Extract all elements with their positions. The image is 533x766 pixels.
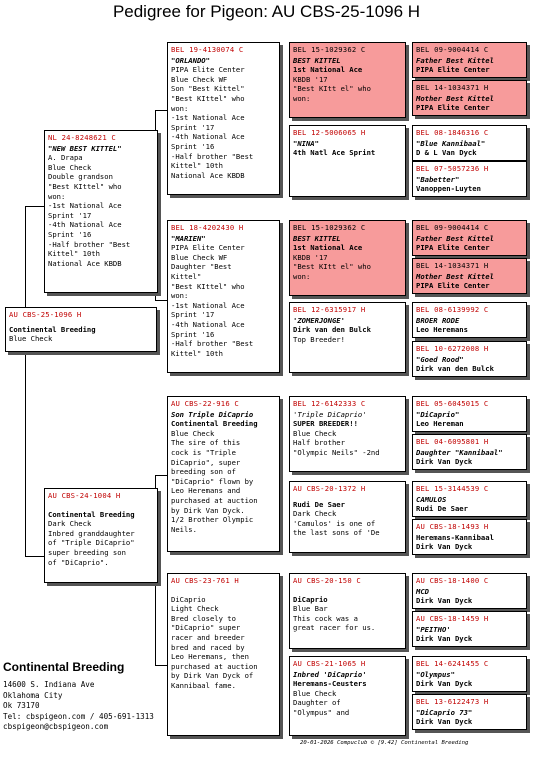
pigeon-card-gen4[interactable] (412, 694, 527, 730)
pigeon-card-gen4[interactable] (412, 341, 527, 377)
pigeon-card-dsd[interactable] (289, 481, 406, 553)
pigeon-name: "Babetter" (416, 174, 460, 184)
owner: Rudi De Saer (416, 504, 468, 514)
description: PIPA Elite Center Blue Check WF Son "Best Kittel" "Best KIttel" who won: -1st National Ace Sprint '17 -4th National Ace Sprint '16 -Half brother "Best Kittel" 10th National Ace KBDB (171, 65, 254, 180)
ring-number: BEL 15-1029362 C (293, 45, 366, 54)
pigeon-name: "NINA" (293, 138, 319, 148)
connector (25, 556, 45, 557)
pigeon-name: "PEITHO' (416, 624, 451, 634)
ring-number: BEL 18-4202430 H (171, 223, 244, 232)
ring-number: BEL 14-1034371 H (416, 261, 489, 270)
owner: DiCaprio (293, 594, 328, 604)
description: Top Breeder! (293, 334, 345, 344)
breeder-name: Continental Breeding (3, 660, 125, 674)
description: KBDB '17 "Best KItt el" who won: (293, 252, 371, 281)
pigeon-card-sdd[interactable] (289, 302, 406, 373)
pigeon-card-gen4[interactable] (412, 656, 527, 692)
breeder-city: Oklahoma City (3, 690, 63, 700)
ring-number: AU CBS-18-1459 H (416, 614, 489, 623)
pigeon-card-gen4[interactable] (412, 161, 527, 197)
owner: Leo Heremans (416, 325, 468, 335)
pigeon-card-ssd[interactable] (289, 125, 406, 197)
owner: Continental Breeding (48, 509, 135, 519)
pigeon-name: BEST KITTEL (293, 233, 341, 243)
pigeon-name: Father Best Kittel (416, 233, 494, 243)
ring-number: AU CBS-20-150 C (293, 576, 361, 585)
connector (155, 300, 167, 301)
pigeon-card-gen4[interactable] (412, 220, 527, 256)
ring-number: AU CBS-23-761 H (171, 576, 239, 585)
pigeon-name: "MARIEN" (171, 233, 206, 243)
owner: Dirk Van Dyck (416, 542, 473, 552)
pigeon-card-sire[interactable] (44, 130, 158, 293)
description: PIPA Elite Center Blue Check WF Daughter "Best Kittel" "Best KIttel" who won: -1st National Ace Sprint '17 -4th National Ace Sprint '16 -Half brother "Best Kittel" 10th (171, 243, 254, 358)
owner: Leo Hereman (416, 419, 464, 429)
pigeon-card-dds[interactable] (289, 573, 406, 649)
description: Blue Check (9, 334, 53, 344)
pigeon-name: 'ZOMERJONGE' (293, 315, 345, 325)
description: Dark Check 'Camulos' is one of the last sons of 'De (293, 509, 380, 538)
pigeon-name: CAMULOS (416, 494, 447, 504)
owner: PIPA Elite Center (416, 103, 490, 113)
connector (155, 110, 167, 111)
ring-number: BEL 08-6139992 C (416, 305, 489, 314)
pigeon-name: "Goed Rood" (416, 354, 464, 364)
pigeon-card-gen4[interactable] (412, 573, 527, 609)
pigeon-card-gen4[interactable] (412, 258, 527, 294)
owner: Dirk van den Bulck (293, 325, 371, 335)
pigeon-card-sds[interactable] (289, 220, 406, 296)
ring-number: BEL 12-5006065 H (293, 128, 366, 137)
connector (25, 206, 26, 556)
owner: PIPA Elite Center (416, 243, 490, 253)
breeder-address: 14600 S. Indiana Ave (3, 680, 95, 689)
pigeon-name: BROER RODE (416, 315, 460, 325)
owner: 1st National Ace (293, 65, 363, 75)
ring-number: BEL 04-6095801 H (416, 437, 489, 446)
owner: 1st National Ace (293, 243, 363, 253)
description: Blue Check The sire of this cock is "Triple DiCaprio", super breeding son of "DiCaprio" flown by Leo Heremans and purchased at auction by Dirk Van Dyck. 1/2 Brother Olympic Neils. (171, 428, 258, 534)
pigeon-card-gen4[interactable] (412, 42, 527, 78)
ring-number: BEL 14-1034371 H (416, 83, 489, 92)
pigeon-name: BEST KITTEL (293, 55, 341, 65)
ring-number: BEL 13-6122473 H (416, 697, 489, 706)
pigeon-name: "Olympus" (416, 669, 455, 679)
pigeon-card-gen4[interactable] (412, 80, 527, 116)
pigeon-card-gen4[interactable] (412, 396, 527, 432)
owner: Rudi De Saer (293, 499, 345, 509)
owner: Continental Breeding (9, 324, 96, 334)
owner: Heremans-Ceusters (293, 679, 367, 689)
owner: 4th Natl Ace Sprint (293, 148, 376, 158)
pigeon-name: "NEW BEST KITTEL" (48, 143, 122, 153)
pigeon-card-ddd[interactable] (289, 656, 406, 736)
owner: Heremans-Kannibaal (416, 532, 494, 542)
pigeon-card-sss[interactable] (289, 42, 406, 118)
pigeon-card-dam-dam[interactable] (167, 573, 280, 736)
pigeon-card-sire-sire[interactable] (167, 42, 280, 195)
pigeon-card-gen4[interactable] (412, 434, 527, 470)
breeder-email[interactable]: cbspigeon@cbspigeon.com (3, 722, 109, 731)
pigeon-name: Mother Best Kittel (416, 93, 494, 103)
breeder-state: Ok 73170 (3, 701, 40, 710)
owner: Dirk Van Dyck (416, 634, 473, 644)
owner: PIPA Elite Center (416, 65, 490, 75)
description: KBDB '17 "Best KItt el" who won: (293, 74, 371, 103)
owner: SUPER BREEDER!! (293, 419, 358, 429)
owner: D & L Van Dyck (416, 148, 477, 158)
owner: PIPA Elite Center (416, 281, 490, 291)
pigeon-card-dss[interactable] (289, 396, 406, 472)
ring-number: BEL 15-3144539 C (416, 484, 489, 493)
description: Blue Check Daughter of "Olympus" and (293, 688, 350, 717)
owner: Continental Breeding (171, 419, 258, 429)
pigeon-name: Son Triple DiCaprio (171, 409, 254, 419)
pigeon-card-dam-sire[interactable] (167, 396, 280, 552)
ring-number: BEL 15-1029362 C (293, 223, 366, 232)
description: Blue Bar This cock was a great racer for us. (293, 604, 376, 633)
pigeon-name: "DiCaprio 73" (416, 707, 473, 717)
pigeon-card-gen4[interactable] (412, 302, 527, 338)
owner: Dirk Van Dyck (416, 717, 473, 727)
owner: Dirk van den Bulck (416, 364, 494, 374)
owner: Dirk Van Dyck (416, 457, 473, 467)
ring-number: BEL 10-6272008 H (416, 344, 489, 353)
description: A. Drapa Blue Check Double grandson "Best KIttel" who won: -1st National Ace Sprint '17 -4th National Ace Sprint '16 -Half brother "Best Kittel" 10th National Ace KBDB (48, 153, 131, 268)
pigeon-card-gen4[interactable] (412, 519, 527, 555)
description: Dark Check Inbred granddaughter of "Triple DiCaprio" super breeding son of "DiCaprio". (48, 519, 135, 567)
pigeon-card-gen4[interactable] (412, 611, 527, 647)
ring-number: BEL 19-4130074 C (171, 45, 244, 54)
ring-number: BEL 05-6045015 C (416, 399, 489, 408)
pigeon-name: Inbred 'DiCaprio' (293, 669, 367, 679)
pigeon-name: "DiCaprio" (416, 409, 460, 419)
pigeon-card-gen4[interactable] (412, 125, 527, 161)
pigeon-card-sire-dam[interactable] (167, 220, 280, 373)
page-title: Pedigree for Pigeon: AU CBS-25-1096 H (112, 2, 421, 21)
pigeon-name: "Blue Kannibaal" (416, 138, 486, 148)
owner: Vanoppen-Luyten (416, 184, 481, 194)
ring-number: AU CBS-20-1372 H (293, 484, 366, 493)
pigeon-card-subject[interactable] (5, 307, 157, 352)
pigeon-name: Mother Best Kittel (416, 271, 494, 281)
breeder-phone[interactable]: Tel: cbspigeon.com / 405-691-1313 (3, 711, 154, 721)
pigeon-name: MCD (416, 586, 429, 596)
ring-number: AU CBS-24-1004 H (48, 491, 121, 500)
pigeon-card-dam[interactable] (44, 488, 158, 583)
ring-number: BEL 12-6142333 C (293, 399, 366, 408)
ring-number: BEL 07-5057236 H (416, 164, 489, 173)
ring-number: AU CBS-21-1065 H (293, 659, 366, 668)
footer: 20-01-2026 Compuclub © [9.42] Continental Breeding (300, 740, 469, 746)
breeder-info (3, 660, 173, 733)
ring-number: AU CBS-25-1096 H (9, 310, 82, 319)
ring-number: AU CBS-22-916 C (171, 399, 239, 408)
pigeon-name: 'Triple DiCaprio' (293, 409, 367, 419)
ring-number: AU CBS-18-1493 H (416, 522, 489, 531)
pigeon-name: Daughter "Kannibaal" (416, 447, 503, 457)
owner: Dirk Van Dyck (416, 596, 473, 606)
pigeon-name: Father Best Kittel (416, 55, 494, 65)
ring-number: BEL 12-6315917 H (293, 305, 366, 314)
owner: Dirk Van Dyck (416, 679, 473, 689)
ring-number: BEL 09-9004414 C (416, 223, 489, 232)
pigeon-name: "ORLANDO" (171, 55, 210, 65)
description: Blue Check Half brother "Olympic Neils" -2nd (293, 428, 380, 457)
pigeon-card-gen4[interactable] (412, 481, 527, 517)
description: DiCaprio Light Check Bred closely to "DiCaprio" super racer and breeder bred and raced by Leo Heremans, then purchased at auction by Dirk Van Dyck of Kannibaal fame. (171, 594, 258, 690)
ring-number: BEL 14-6241455 C (416, 659, 489, 668)
ring-number: AU CBS-18-1400 C (416, 576, 489, 585)
connector (25, 206, 45, 207)
connector (155, 475, 167, 476)
ring-number: NL 24-8248621 C (48, 133, 116, 142)
ring-number: BEL 08-1846316 C (416, 128, 489, 137)
ring-number: BEL 09-9004414 C (416, 45, 489, 54)
